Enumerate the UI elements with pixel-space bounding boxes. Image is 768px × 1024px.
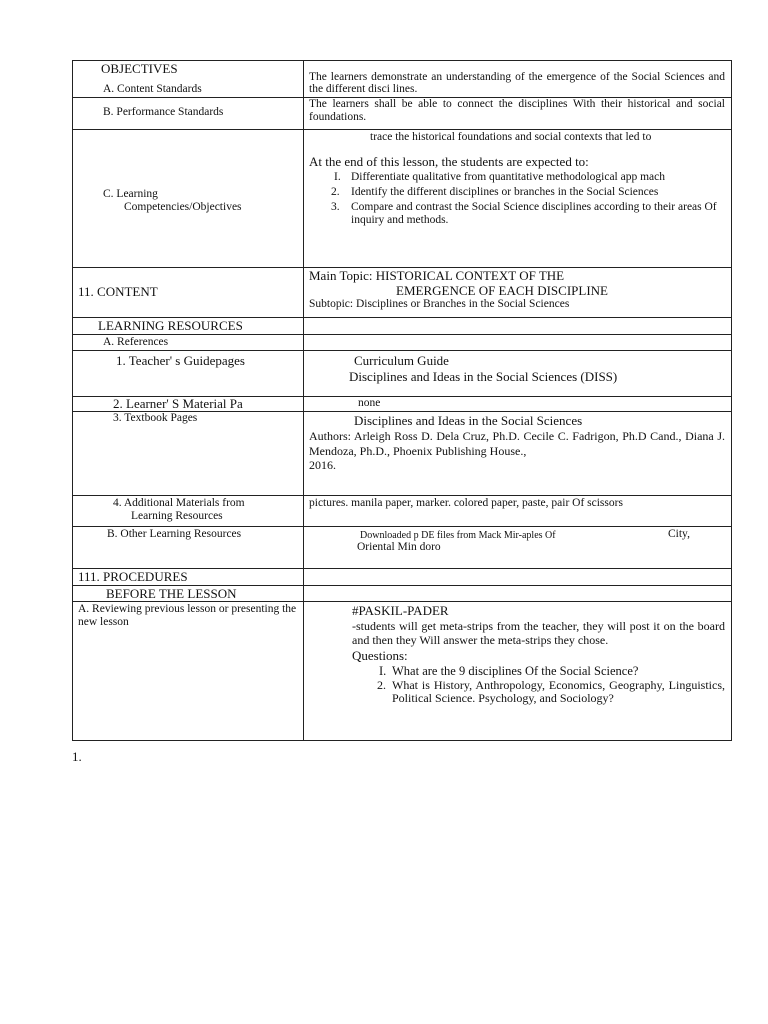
list-item-number: 2. [331,186,340,198]
other-resources-line1: Downloaded p DE files from Mack Mir-aples Of [360,530,556,541]
questions-label: Questions: [352,648,408,663]
additional-label-1: 4. Additional Materials from [113,497,245,509]
teachers-guide-row [73,351,732,397]
lesson-plan-table [72,60,732,741]
performance-standards-row [73,98,732,130]
list-item-text: What is History, Anthropology, Economics, Geography, Linguistics, Political Science. Psychology, and Sociology? [392,678,725,705]
list-item-number: I. [334,171,341,183]
other-resources-city: City, [668,528,690,540]
textbook-row [73,412,732,496]
objectives-heading: OBJECTIVES [101,61,178,76]
learning-competencies-label-2: Competencies/Objectives [124,201,242,213]
performance-standards-text: The learners shall be able to connect the disciplines With their historical and social foundations. [309,98,725,123]
competencies-intro: At the end of this lesson, the students are expected to: [309,154,589,169]
list-item [331,201,725,227]
content-standards-text: The learners demonstrate an understanding of the emergence of the Social Sciences and the different disci lines. [309,71,725,95]
procedures-heading: 111. PROCEDURES [78,569,188,584]
list-item-number: 3. [331,201,340,213]
activity-title: #PASKIL-PADER [352,603,449,618]
other-resources-line2: Oriental Min doro [357,541,441,553]
list-item-text: Identify the different disciplines or branches in the Social Sciences [351,186,659,198]
textbook-authors: Authors: Arleigh Ross D. Dela Cruz, Ph.D. Cecile C. Fadrigon, Ph.D Cand., Diana J. Mendoza, Ph.D., Phoenix Publishing House., [309,429,725,458]
textbook-label: 3. Textbook Pages [113,412,198,424]
reviewing-row [73,602,732,741]
performance-standards-label: B. Performance Standards [103,106,224,118]
main-topic-line2: EMERGENCE OF EACH DISCIPLINE [396,283,608,298]
questions-list [377,664,725,705]
references-row [73,335,732,351]
competencies-list [331,171,725,227]
list-item [331,171,725,184]
before-lesson-row [73,586,732,602]
teachers-guide-line2: Disciplines and Ideas in the Social Sciences (DISS) [349,369,618,384]
learners-material-label: 2. Learner' S Material Pa [113,396,243,411]
subtopic: Subtopic: Disciplines or Branches in the Social Sciences [309,298,570,310]
procedures-row [73,569,732,586]
other-resources-label: B. Other Learning Resources [107,528,242,540]
learning-resources-row [73,318,732,335]
teachers-guide-label: 1. Teacher' s Guidepages [116,353,245,368]
list-item-text: Compare and contrast the Social Science disciplines according to their areas Of inquiry and methods. [351,201,717,226]
learning-competencies-row [73,130,732,268]
content-standards-row [73,61,732,98]
additional-label-2: Learning Resources [131,510,223,522]
list-item-text: What are the 9 disciplines Of the Social Science? [392,664,639,678]
content-row [73,268,732,318]
list-item [377,679,725,705]
list-item-text: Differentiate qualitative from quantitative methodological app mach [351,171,666,183]
list-item [331,186,725,199]
list-item-number: 2. [377,678,386,692]
additional-value: pictures. manila paper, marker. colored paper, paste, pair Of scissors [309,497,623,509]
learning-competencies-label: C. Learning [103,188,158,200]
teachers-guide-line1: Curriculum Guide [354,353,449,368]
content-label: 11. CONTENT [78,284,158,299]
learning-resources-heading: LEARNING RESOURCES [98,318,243,333]
additional-materials-row [73,496,732,527]
textbook-title: Disciplines and Ideas in the Social Sciences [354,413,583,428]
content-standards-label: A. Content Standards [103,83,202,95]
list-item-number: I. [379,664,387,678]
textbook-year: 2016. [309,458,336,472]
competencies-top-line: trace the historical foundations and social contexts that led to [370,131,652,143]
main-topic-line1: Main Topic: HISTORICAL CONTEXT OF THE [309,268,565,283]
other-resources-row [73,527,732,569]
learners-material-row [73,397,732,412]
before-lesson-heading: BEFORE THE LESSON [106,586,237,601]
activity-description: -students will get meta-strips from the teacher, they will post it on the board and then they Will answer the meta-strips they chose. [352,619,725,647]
page-footer-number: 1. [72,749,82,764]
reviewing-label: A. Reviewing previous lesson or presenting the new lesson [78,603,297,628]
learners-material-value: none [358,397,381,409]
references-label: A. References [103,336,169,348]
list-item [377,664,725,678]
